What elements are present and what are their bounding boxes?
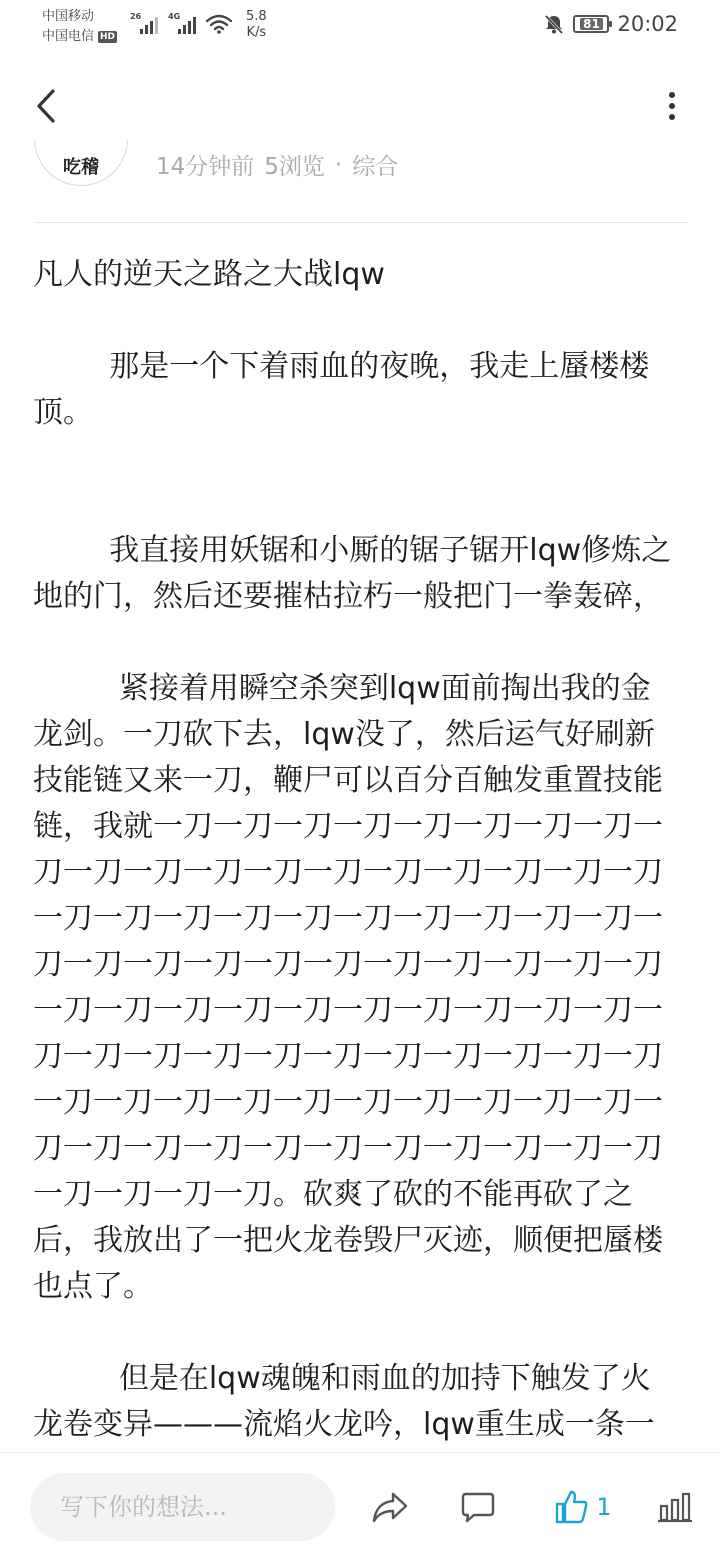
post-title: 凡人的逆天之路之大战lqw xyxy=(33,257,385,292)
time-ago: 14分钟前 xyxy=(156,154,255,180)
hd-badge: HD xyxy=(100,32,116,42)
bell-muted-icon xyxy=(543,13,565,35)
thumbs-up-icon xyxy=(554,1489,590,1525)
bottom-action-bar xyxy=(0,1452,720,1561)
post-content xyxy=(33,252,675,1540)
wifi-icon xyxy=(206,14,232,34)
view-count: 5浏览 xyxy=(264,154,325,180)
network-speed: 5.8 K/s xyxy=(246,9,267,40)
more-options-button[interactable] xyxy=(660,84,684,128)
status-bar xyxy=(0,0,720,56)
comment-button[interactable] xyxy=(458,1483,498,1531)
battery-icon xyxy=(573,15,609,33)
comment-input[interactable] xyxy=(30,1473,335,1541)
like-button[interactable] xyxy=(550,1483,616,1531)
post-meta xyxy=(156,148,398,181)
like-count: 1 xyxy=(596,1493,612,1521)
signal-2-tag: 4G xyxy=(168,12,181,21)
battery-level: 81 xyxy=(580,18,603,30)
avatar-text: 吃稽 xyxy=(63,157,99,178)
divider xyxy=(34,222,688,223)
carrier-info xyxy=(42,7,117,47)
meta-separator: · xyxy=(334,151,343,178)
status-right xyxy=(543,12,678,36)
author-meta xyxy=(0,140,720,222)
signal-icon xyxy=(168,14,196,34)
stats-button[interactable] xyxy=(656,1483,694,1531)
carrier-2: 中国电信 xyxy=(42,29,95,44)
stats-icon xyxy=(657,1490,693,1524)
more-vertical-icon xyxy=(668,91,676,121)
back-button[interactable] xyxy=(26,84,66,128)
signal-icon xyxy=(130,14,158,34)
paragraph: 我直接用妖锯和小厮的锯子锯开lqw修炼之地的门，然后还要摧枯拉朽一般把门一拳轰碎， xyxy=(33,533,672,614)
carrier-1: 中国移动 xyxy=(42,9,95,24)
share-icon xyxy=(370,1489,410,1525)
avatar[interactable] xyxy=(34,140,128,186)
paragraph: 紧接着用瞬空杀突到lqw面前掏出我的金龙剑。一刀砍下去，lqw没了，然后运气好刷新技能链又来一刀，鞭尸可以百分百触发重置技能链，我就一刀一刀一刀一刀一刀一刀一刀一刀一刀一刀一刀一刀一刀一刀一刀一刀一刀一刀一刀一刀一刀一刀一刀一刀一刀一刀一刀一刀一刀一刀一刀一刀一刀一刀一刀一刀一刀一刀一刀一刀一刀一刀一刀一刀一刀一刀一刀一刀一刀一刀一刀一刀一刀一刀一刀一刀一刀一刀一刀一刀一刀一刀一刀一刀一刀一刀一刀一刀一刀一刀一刀一刀一刀一刀一刀一刀一刀一刀一刀一刀一刀一刀一刀一刀一刀一刀。砍爽了砍的不能再砍了之后，我放出了一把火龙卷毁尸灭迹，顺便把蜃楼也点了。 xyxy=(33,671,663,1304)
share-button[interactable] xyxy=(368,1483,412,1531)
comment-icon xyxy=(460,1490,496,1524)
signal-1-tag: 26 xyxy=(130,12,142,21)
back-arrow-icon xyxy=(35,88,57,124)
category-label[interactable]: 综合 xyxy=(352,154,399,180)
paragraph: 但是在lqw魂魄和雨血的加持下触发了火龙卷变异———流焰火龙吟，lqw重生成一条一 xyxy=(33,1361,655,1442)
clock: 20:02 xyxy=(617,12,678,36)
signal-group xyxy=(130,14,232,34)
paragraph: 那是一个下着雨血的夜晚，我走上蜃楼楼顶。 xyxy=(33,349,650,430)
app-header xyxy=(0,72,720,140)
